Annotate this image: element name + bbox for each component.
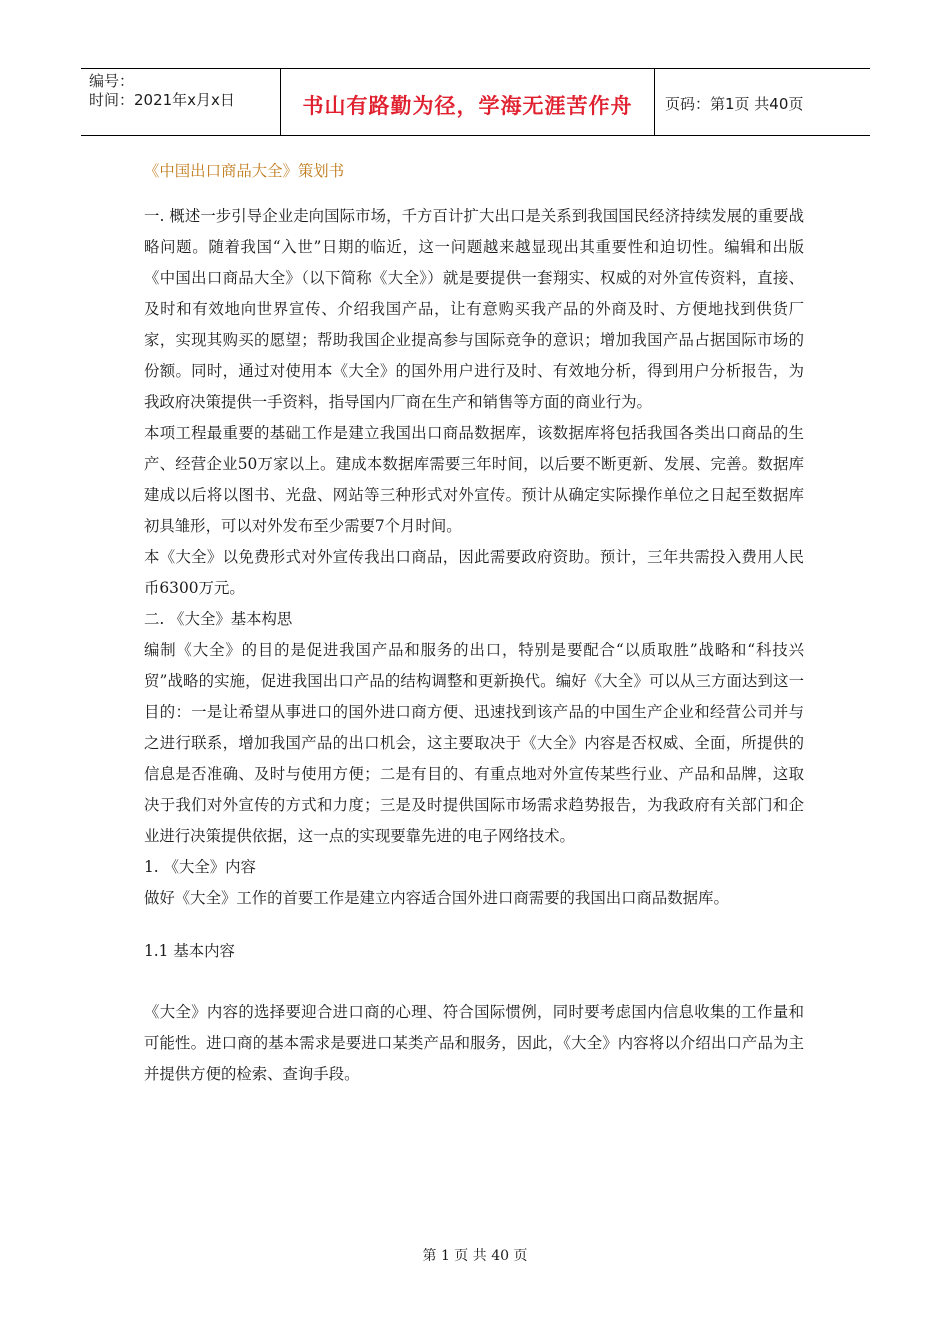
header-meta — [81, 69, 281, 135]
header-page-label: 页码：第1页 共40页 — [665, 94, 804, 113]
section-heading-content: 1. 《大全》内容 — [144, 858, 256, 876]
paragraph-basic-content: 《大全》内容的选择要迎合进口商的心理、符合国际惯例，同时要考虑国内信息收集的工作量和可能性。进口商的基本需求是要进口某类产品和服务，因此，《大全》内容将以介绍出口产品为主并提供方便的检索、查询手段。 — [144, 1003, 804, 1083]
document-body — [144, 156, 804, 1090]
number-label: 编号： — [89, 72, 135, 90]
paragraph-purpose: 编制《大全》的目的是促进我国产品和服务的出口，特别是要配合“以质取胜”战略和“科技兴贸”战略的实施，促进我国出口产品的结构调整和更新换代。编好《大全》可以从三方面达到这一目的：一是让希望从事进口的国外进口商方便、迅速找到该产品的中国生产企业和经营公司并与之进行联系，增加我国产品的出口机会，这主要取决于《大全》内容是否权威、全面，所提供的信息是否准确、及时与使用方便；二是有目的、有重点地对外宣传某些行业、产品和品牌，这取决于我们对外宣传的方式和力度；三是及时提供国际市场需求趋势报告，为我政府有关部门和企业进行决策提供依据，这一点的实现要靠先进的电子网络技术。 — [144, 641, 804, 845]
paragraph-funding: 本《大全》以免费形式对外宣传我出口商品，因此需要政府资助。预计，三年共需投入费用人民币6300万元。 — [144, 548, 804, 597]
header-motto: 书山有路勤为径，学海无涯苦作舟 — [281, 69, 655, 135]
page-footer: 第 1 页 共 40 页 — [422, 1248, 528, 1264]
paragraph-first-task: 做好《大全》工作的首要工作是建立内容适合国外进口商需要的我国出口商品数据库。 — [144, 889, 729, 907]
time-label: 时间：2021年x月x日 — [89, 91, 235, 109]
page-header — [81, 68, 870, 136]
subsection-heading-basic: 1.1 基本内容 — [144, 942, 235, 960]
document-title: 《中国出口商品大全》策划书 — [144, 162, 345, 180]
paragraph-overview: 一. 概述一步引导企业走向国际市场，千方百计扩大出口是关系到我国国民经济持续发展的重要战略问题。随着我国“入世”日期的临近，这一问题越来越显现出其重要性和迫切性。编辑和出版《中国出口商品大全》（以下简称《大全》）就是要提供一套翔实、权威的对外宣传资料，直接、及时和有效地向世界宣传、介绍我国产品，让有意购买我产品的外商及时、方便地找到供货厂家，实现其购买的愿望；帮助我国企业提高参与国际竞争的意识；增加我国产品占据国际市场的份额。同时，通过对使用本《大全》的国外用户进行及时、有效地分析，得到用户分析报告，为我政府决策提供一手资料，指导国内厂商在生产和销售等方面的商业行为。 — [144, 207, 804, 411]
paragraph-database: 本项工程最重要的基础工作是建立我国出口商品数据库，该数据库将包括我国各类出口商品的生产、经营企业50万家以上。建成本数据库需要三年时间，以后要不断更新、发展、完善。数据库建成以后将以图书、光盘、网站等三种形式对外宣传。预计从确定实际操作单位之日起至数据库初具雏形，可以对外发布至少需要7个月时间。 — [144, 424, 804, 535]
section-heading-concept: 二. 《大全》基本构思 — [144, 610, 293, 628]
